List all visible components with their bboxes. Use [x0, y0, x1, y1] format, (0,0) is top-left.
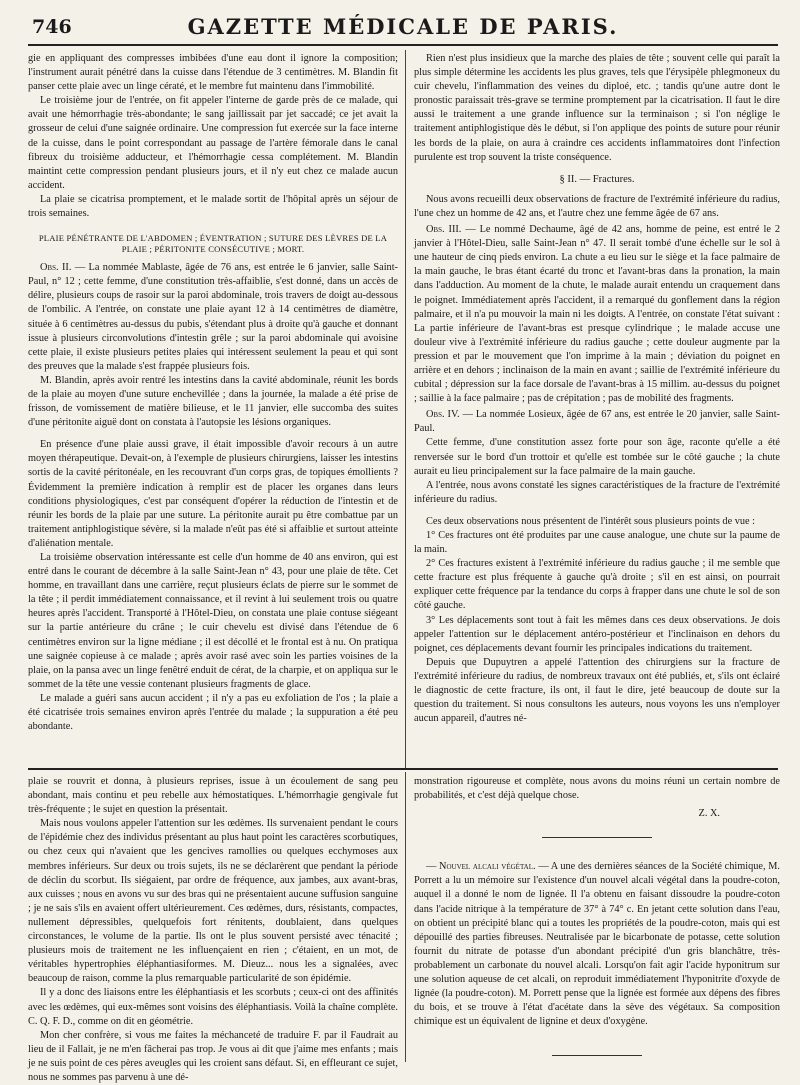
- paragraph: Nous avons recueilli deux observations de fracture de l'extrémité inférieure du radius, l'une chez un homme de 42 ans, et l'autre chez une femme âgée de 67 ans.: [414, 193, 780, 219]
- paragraph: M. Blandin, après avoir rentré les intestins dans la cavité abdominale, réunit les bords de la plaie au moyen d'une suture enchevillée ; dans la journée, la malade a été prise de frisson, de vomissement de matière bilieuse, et le 11 janvier, elle succomba des suites d'une péritonite aiguë dont on constata à l'autopsie les lésions organiques.: [28, 374, 398, 429]
- observation-text: — Le nommé Dechaume, âgé de 42 ans, homme de peine, est entré le 2 janvier à l'Hôtel-Dieu, salle Saint-Jean n° 47. Il serait tombé d'une échelle sur le sol à une hauteur de cinq pieds environ. La chute a eu lieu sur le siège et la face palmaire de la main gauche, le bras étant écarté du tronc et l'avant-bras dans la pronation, la main dans l'adduction. Au moment de la chute, le malade aurait entendu un craquement dans le poignet. Immédiatement après l'accident, il a remarqué du gonflement dans la région palmaire, et il n'a pu mouvoir la main ni les doigts. A l'entrée, on constate l'état suivant : La partie inférieure de l'avant-bras est presque cylindrique ; le malade accuse une douleur vive à l'extrémité inférieure du radius gauche ; cette douleur augmente par la pression et par le mouvement que l'on imprime à la main ; déviation du poignet en arrière et en dehors ; inclinaison de la main en avant ; saillie de l'extrémité inférieure du cubital ; dépression sur la face dorsale de l'avant-bras à 15 millim. au-dessus du poignet ; saillie à la face palmaire ; pas de crépitation ; pas de mobilité des fragments.: [414, 224, 780, 405]
- observation-text: — La nommée Losieux, âgée de 67 ans, est entrée le 20 janvier, salle Saint-Paul.: [414, 409, 780, 435]
- news-item-title: — Nouvel alcali végétal.: [426, 861, 536, 873]
- short-divider: [542, 837, 652, 838]
- column-upper-right: [414, 52, 780, 768]
- observation-text: — La nommée Mablaste, âgée de 76 ans, est entrée le 6 janvier, salle Saint-Paul, n° 12 ; cette femme, d'une constitution très-affaiblie, s'est donné, dans un accès de délire, plusieurs coups de rasoir sur la paroi abdominale, trois travers de doigt au-dessous de l'ombilic. A l'entrée, on constate une plaie ayant 12 à 14 centimètres de diamètre, située à 6 centimètres au-dessus du pubis, s'étendant plus à droite qu'à gauche et donnant issue à plusieurs circonvolutions d'intestin grêle ; sur la paroi abdominale qui avoisine cette plaie, il existe plusieurs petites plaies qui intéressent seulement la peau et qui sont des preuves que la malade s'est frappée plusieurs fois.: [28, 262, 398, 372]
- column-lower-left: [28, 775, 398, 1083]
- section-divider-horizontal: [28, 768, 778, 770]
- page-header: [28, 14, 778, 46]
- paragraph: Le troisième jour de l'entrée, on fit appeler l'interne de garde près de ce malade, qui avait une hémorrhagie très-abondante; le sang jaillissait par jet saccadé; ce jet avait la grosseur de celui d'une saignée ordinaire. Une compression fut exercée sur la face interne de la cuisse, dans le point correspondant au passage de l'artère fémorale dans le canal fibreux du troisième adducteur, et l'hémorrhagie cessa complétement. M. Blandin maintint cette compression pendant plusieurs jours, et il n'y eut chez ce malade aucun accident.: [28, 95, 398, 191]
- column-lower-right: [414, 775, 780, 1060]
- paragraph: Depuis que Dupuytren a appelé l'attention des chirurgiens sur la fracture de l'extrémité inférieure du radius, de nombreux travaux ont été publiés, et, s'ils ont éclairé le diagnostic de cette fracture, ils ont, il faut le dire, jeté beaucoup de doute sur la question du traitement. Si nous consultons les auteurs, nous voyons les uns n'employer aucun appareil, d'autres né-: [414, 656, 780, 725]
- page-number: 746: [32, 16, 72, 38]
- section-heading: PLAIE PÉNÉTRANTE DE L'ABDOMEN ; ÉVENTRATION ; SUTURE DES LÈVRES DE LA PLAIE ; PÉRITONITE CONSÉCUTIVE ; MORT.: [38, 233, 388, 255]
- end-divider: [552, 1055, 642, 1056]
- list-item: 2° Ces fractures existent à l'extrémité inférieure du radius gauche ; il me semble que cette fracture est plus fréquente à gauche qu'à droite ; s'il en est ainsi, on pourrait expliquer cette fréquence par la tendance du corps à frapper dans une chute le sol de son côté gauche.: [414, 558, 780, 612]
- paragraph: plaie se rouvrit et donna, à plusieurs reprises, issue à un écoulement de sang peu abondant, mais continu et peu rebelle aux hémostatiques. L'hémorrhagie gengivale fut très-fréquente ; le sujet en question la présentait.: [28, 776, 398, 816]
- column-upper-left: [28, 52, 398, 768]
- paragraph: monstration rigoureuse et complète, nous avons du moins réuni un certain nombre de probabilités, et c'est déjà quelque chose.: [414, 776, 780, 802]
- observation-label: Obs. IV.: [426, 409, 460, 421]
- masthead-title: GAZETTE MÉDICALE DE PARIS.: [187, 14, 619, 39]
- paragraph: Le malade a guéri sans aucun accident ; il n'y a pas eu exfoliation de l'os ; la plaie a été cicatrisée trois semaines environ après l'entrée du malade ; la suppuration a été peu abondante.: [28, 692, 398, 733]
- observation-label: Obs. III.: [426, 224, 462, 236]
- paragraph: Il y a donc des liaisons entre les éléphantiasis et les scorbuts ; ceux-ci ont des affinités avec les œdèmes, qui eux-mêmes sont voisins des éléphantiasis. Voilà la chaîne complète. C. Q. F. D., comme on dit en géométrie.: [28, 987, 398, 1027]
- section-title: § II. — Fractures.: [559, 173, 635, 185]
- paragraph: En présence d'une plaie aussi grave, il était impossible d'avoir recours à un autre moyen thérapeutique. Devait-on, à l'exemple de plusieurs chirurgiens, laisser les intestins sortis de la cavité péritonéale, en les recouvrant d'un corps gras, de topiques émollients ? Évidemment la première indication à remplir est de placer les organes dans leurs conditions physiologiques, c'est par conséquent d'opérer la réduction de l'intestin et de réunir les bords de la plaie par une suture. La péritonite aurait pu être combattue par un traitement antiphlogistique sévère, si la malade n'eût pas été si affaiblie et surtout atteinte d'aliénation mentale.: [28, 439, 398, 549]
- list-item: 1° Ces fractures ont été produites par une cause analogue, une chute sur la paume de la main.: [414, 530, 780, 556]
- paragraph: Mais nous voulons appeler l'attention sur les œdèmes. Ils survenaient pendant le cours de l'épidémie chez des individus présentant au plus haut point les caractères scorbutiques, ou chez ceux qui n'avaient que les gencives ramollies ou quelques ecchymoses aux membres inférieurs. Sur deux ou trois sujets, ils ne se déclarèrent que pendant la période de déclin du scorbut. Ils siégaient, par ordre de fréquence, aux jambes, aux avant-bras, aux cuisses ; nous en avons vu sur des bras qui ne présentaient aucune suffusion sanguine ; je ne sais s'ils en avaient offert ultérieurement. Ces œdèmes, durs, résistants, compactes, nullement dépressibles, quelquefois fort rénitents, doublaient, dans quelques circonstances, le volume de la partie. Ils ont le plus souvent persisté avec ténacité ; plusieurs mois de traitement ne les influençaient en rien ; c'étaient, en un mot, de véritables hypertrophies éléphantiasiformes. M. Dieuz... nous les a signalées, avec beaucoup de raison, comme la plus remarquable particularité de son épidémie.: [28, 818, 398, 985]
- paragraph: Ces deux observations nous présentent de l'intérêt sous plusieurs points de vue :: [426, 515, 756, 527]
- column-divider-bottom: [405, 772, 406, 1062]
- news-item-text: — A une des dernières séances de la Société chimique, M. Porrett a lu un mémoire sur l'existence d'un nouvel alcali végétal dans la poudre-coton, auquel il a donné le nom de lignée. Il l'a obtenu en faisant dissoudre la poudre-coton dans l'acide nitrique à la température de 37° à 74° c. En jetant cette solution dans l'eau, on obtient un précipité blanc qui a toutes les propriétés de la poudre-coton, mais qui est dépouillé des parties fibreuses. Neutralisée par le bicarbonate de potasse, cette solution fournit du nitrate de potasse d'un abondant précipité d'un gris blanchâtre, très-probablement un carbonate du nouvel alcali. Lorsqu'on fait agir l'acide hyponitrum sur une solution aqueuse de cet alcali, on reproduit immédiatement l'hyponitrite d'oxyde de lignée (la poudre-coton). M. Porrett pense que la lignée est formée aux dépens des fibres du bois, et se trouve à l'état d'acétate dans la sève des végétaux. Sa composition chimique est un équivalent de lignine et deux d'oxygène.: [414, 861, 781, 1028]
- paragraph: La troisième observation intéressante est celle d'un homme de 40 ans environ, qui est entré dans le courant de décembre à la salle Saint-Jean n° 43, pour une plaie de tête. Cet homme, en travaillant dans une carrière, reçut plusieurs éclats de pierre sur le sommet de la tête ; il perdit immédiatement connaissance, et il revint à lui seulement trois ou quatre heures après l'accident. Transporté à l'Hôtel-Dieu, on constata une plaie contuse siégeant sur la partie antérieure du crâne ; le cuir chevelu est divisé dans l'étendue de 6 centimètres environ sur la ligne médiane ; il est décollé et le frontal est à nu. On pratiqua une saignée copieuse à ce malade ; après avoir rasé avec soin les parties voisines de la plaie, on la pansa avec un linge fenêtré enduit de cérat, de la charpie, et on appliqua sur le sommet de la tête une vessie contenant plusieurs fragments de glace.: [28, 552, 398, 690]
- column-divider-top: [405, 50, 406, 768]
- paragraph: Cette femme, d'une constitution assez forte pour son âge, raconte qu'elle a été renversée sur le bord d'un trottoir et qu'elle est tombée sur le côté gauche ; la chute aurait eu lieu principalement sur la face palmaire de la main gauche.: [414, 437, 780, 477]
- paragraph: La plaie se cicatrisa promptement, et le malade sortit de l'hôpital après un séjour de trois semaines.: [28, 193, 398, 220]
- paragraph: A l'entrée, nous avons constaté les signes caractéristiques de la fracture de l'extrémité inférieure du radius.: [414, 479, 780, 505]
- list-item: 3° Les déplacements sont tout à fait les mêmes dans ces deux observations. Je dois appeler l'attention sur le déplacement antéro-postérieur et l'inclinaison en dehors du poignet, ces déplacements devant fournir les principales indications du traitement.: [414, 614, 780, 654]
- observation-paragraph: [414, 223, 780, 406]
- paragraph: Mon cher confrère, si vous me faites la méchanceté de traduire F. par il Faudrait au lieu de il Fallait, je ne m'en fâcherai pas trop. Je vous ai dit que j'aime mes enfants ; mais je ne suis point de ces pères aveugles qui les croient sans défaut. Si, en effleurant ce sujet, nous ne sommes pas parvenu à une dé-: [28, 1029, 398, 1083]
- author-signature: Z. X.: [698, 808, 720, 820]
- news-item: [414, 860, 780, 1029]
- observation-label: Obs. II.: [40, 262, 72, 274]
- paragraph: gie en appliquant des compresses imbibées d'une eau dont il ignore la composition; l'instrument aurait pénétré dans la cuisse dans l'étendue de 3 centimètres. M. Blandin fit panser cette plaie avec un linge cératé, et le membre fut maintenu dans l'immobilité.: [28, 53, 398, 93]
- paragraph: Rien n'est plus insidieux que la marche des plaies de tête ; souvent celle qui paraît la plus simple détermine les accidents les plus graves, tels que l'érysipèle phlegmoneux du cuir chevelu, l'inflammation des veines du diploé, etc. ; tandis qu'une autre dont le pronostic paraissait très-grave se termine promptement par la cicatrisation. Il faut le dire aussi le traitement a une grande influence sur la terminaison ; si l'on néglige le traitement antiphlogistique dès le début, si l'on applique des points de suture pour réunir les bords de la plaie, on aura à craindre ces accidents inflammatoires dont l'infection purulente est trop souvent la triste conséquence.: [414, 53, 780, 163]
- observation-paragraph: [28, 261, 398, 374]
- observation-paragraph: [414, 408, 780, 436]
